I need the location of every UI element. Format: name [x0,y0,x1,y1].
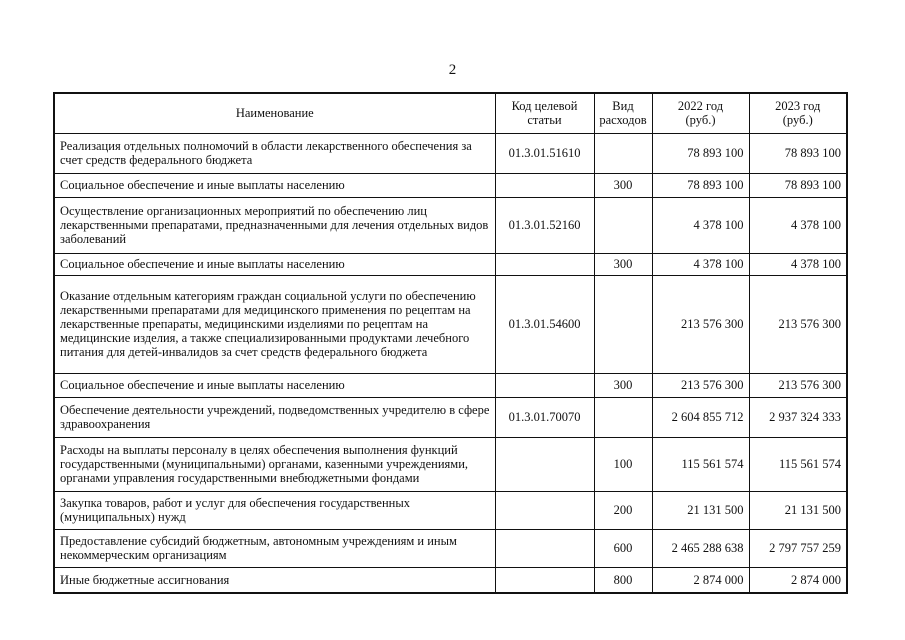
table-body [54,133,847,593]
cell-amount-2023: 4 378 100 [749,253,847,275]
table-row [54,197,847,253]
cell-code [495,437,594,491]
header-row [54,93,847,133]
header-code-label: Код целевой статьи [511,99,578,128]
cell-code: 01.3.01.51610 [495,133,594,173]
cell-name: Обеспечение деятельности учреждений, подведомственных учредителю в сфере здравоохранения [54,397,495,437]
cell-amount-2023: 2 937 324 333 [749,397,847,437]
cell-amount-2022: 2 465 288 638 [652,529,749,567]
header-2023-label: 2023 год (руб.) [775,99,821,128]
cell-amount-2022: 21 131 500 [652,491,749,529]
cell-expense-type: 300 [594,373,652,397]
cell-expense-type: 100 [594,437,652,491]
table-row [54,253,847,275]
cell-name: Реализация отдельных полномочий в области лекарственного обеспечения за счет средств федерального бюджета [54,133,495,173]
cell-name: Закупка товаров, работ и услуг для обеспечения государственных (муниципальных) нужд [54,491,495,529]
table-row [54,397,847,437]
cell-expense-type: 300 [594,253,652,275]
cell-expense-type [594,133,652,173]
cell-expense-type [594,275,652,373]
cell-name: Предоставление субсидий бюджетным, автономным учреждениям и иным некоммерческим организациям [54,529,495,567]
cell-code [495,529,594,567]
table-row [54,133,847,173]
table-row [54,567,847,593]
cell-amount-2022: 115 561 574 [652,437,749,491]
cell-amount-2022: 4 378 100 [652,197,749,253]
cell-amount-2023: 78 893 100 [749,133,847,173]
cell-expense-type: 800 [594,567,652,593]
cell-code [495,253,594,275]
table-row [54,373,847,397]
cell-code: 01.3.01.70070 [495,397,594,437]
header-2022 [652,93,749,133]
table-row [54,275,847,373]
table-row [54,529,847,567]
cell-expense-type: 600 [594,529,652,567]
cell-name: Социальное обеспечение и иные выплаты населению [54,253,495,275]
cell-name: Социальное обеспечение и иные выплаты населению [54,373,495,397]
cell-amount-2023: 115 561 574 [749,437,847,491]
header-name [54,93,495,133]
cell-name: Осуществление организационных мероприятий по обеспечению лиц лекарственными препаратами, предназначенными для лечения отдельных видов заболеваний [54,197,495,253]
header-name-label: Наименование [235,106,314,121]
header-type [594,93,652,133]
cell-amount-2022: 213 576 300 [652,275,749,373]
cell-code [495,567,594,593]
cell-amount-2022: 78 893 100 [652,173,749,197]
cell-name: Иные бюджетные ассигнования [54,567,495,593]
cell-amount-2022: 4 378 100 [652,253,749,275]
cell-code [495,491,594,529]
cell-expense-type [594,397,652,437]
cell-code [495,173,594,197]
cell-amount-2023: 78 893 100 [749,173,847,197]
cell-name: Расходы на выплаты персоналу в целях обеспечения выполнения функций государственными (муниципальными) органами, казенными учреждениями, органами управления государственными внебюджетными фондами [54,437,495,491]
page-number: 2 [448,62,457,78]
cell-amount-2023: 2 797 757 259 [749,529,847,567]
cell-amount-2022: 2 604 855 712 [652,397,749,437]
cell-expense-type: 200 [594,491,652,529]
cell-code: 01.3.01.54600 [495,275,594,373]
cell-amount-2022: 78 893 100 [652,133,749,173]
table-row [54,437,847,491]
header-2023 [749,93,847,133]
cell-name: Социальное обеспечение и иные выплаты населению [54,173,495,197]
cell-expense-type [594,197,652,253]
header-code [495,93,594,133]
cell-amount-2022: 213 576 300 [652,373,749,397]
cell-code: 01.3.01.52160 [495,197,594,253]
header-type-label: Вид расходов [599,99,647,128]
cell-amount-2023: 4 378 100 [749,197,847,253]
cell-name: Оказание отдельным категориям граждан социальной услуги по обеспечению лекарственными препаратами для медицинского применения по рецептам на лекарственные препараты, медицинскими изделиями по рецептам на медицинские изделия, а также специализированными продуктами лечебного питания для детей-инвалидов за счет средств федерального бюджета [54,275,495,373]
cell-amount-2023: 213 576 300 [749,275,847,373]
cell-amount-2023: 213 576 300 [749,373,847,397]
cell-amount-2023: 21 131 500 [749,491,847,529]
cell-amount-2022: 2 874 000 [652,567,749,593]
cell-amount-2023: 2 874 000 [749,567,847,593]
table-row [54,173,847,197]
budget-table [53,92,848,594]
cell-code [495,373,594,397]
table-row [54,491,847,529]
header-2022-label: 2022 год (руб.) [677,99,724,128]
cell-expense-type: 300 [594,173,652,197]
